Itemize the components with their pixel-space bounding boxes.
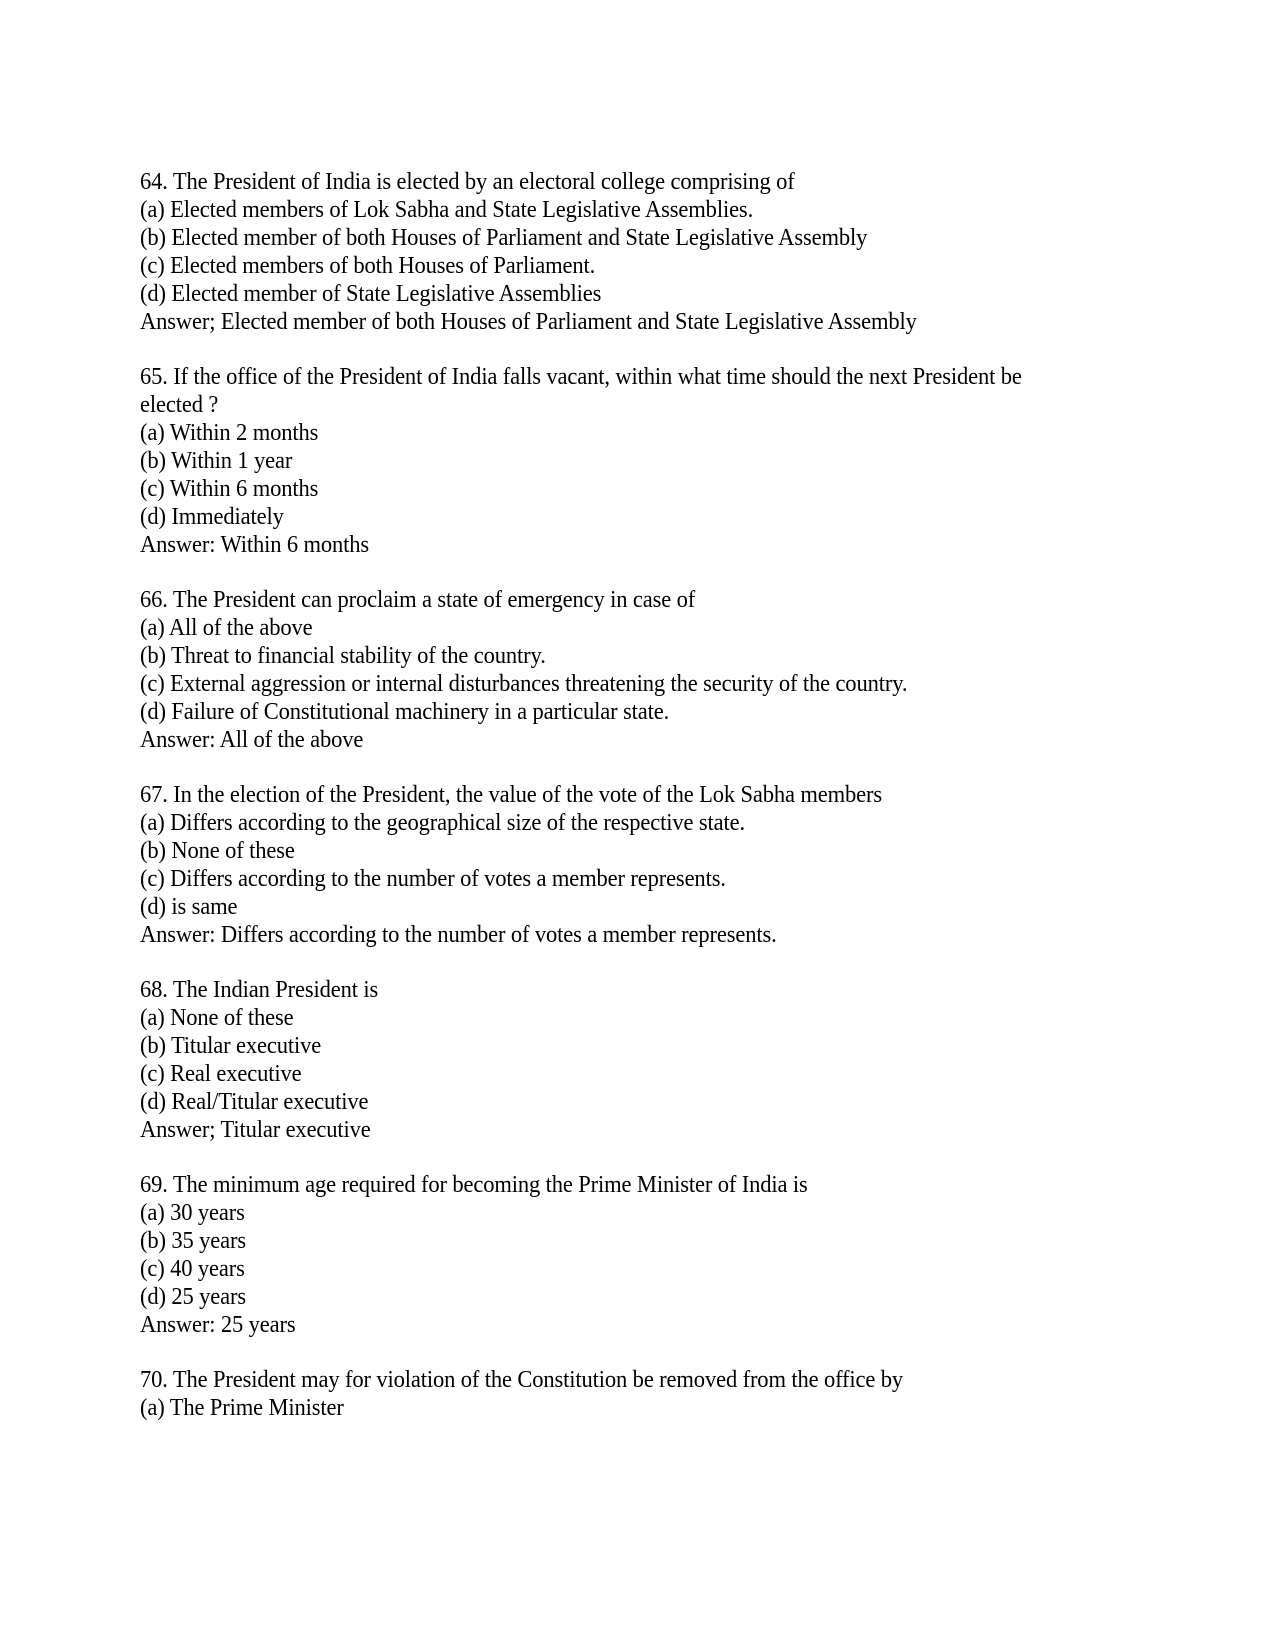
question-stem: 70. The President may for violation of the Constitution be removed from the office by bbox=[140, 1366, 904, 1393]
question-option: (d) Real/Titular executive bbox=[140, 1088, 369, 1115]
question-option: (b) Titular executive bbox=[140, 1032, 322, 1059]
question-option: (a) None of these bbox=[140, 1004, 294, 1031]
question-option: (b) None of these bbox=[140, 837, 295, 864]
question-option: (a) Elected members of Lok Sabha and State Legislative Assemblies. bbox=[140, 196, 754, 223]
question-option: (d) Immediately bbox=[140, 503, 284, 530]
question-block-64 bbox=[140, 168, 1080, 336]
question-option: (b) Elected member of both Houses of Parliament and State Legislative Assembly bbox=[140, 224, 868, 251]
question-answer: Answer: Differs according to the number of votes a member represents. bbox=[140, 921, 777, 948]
question-block-66 bbox=[140, 586, 1080, 754]
question-option: (d) Elected member of State Legislative Assemblies bbox=[140, 280, 602, 307]
question-block-68 bbox=[140, 976, 1080, 1144]
question-option: (c) Differs according to the number of votes a member represents. bbox=[140, 865, 726, 892]
question-option: (b) Within 1 year bbox=[140, 447, 293, 474]
question-option: (d) Failure of Constitutional machinery in a particular state. bbox=[140, 698, 670, 725]
question-stem: 64. The President of India is elected by an electoral college comprising of bbox=[140, 168, 795, 195]
question-option: (c) 40 years bbox=[140, 1255, 245, 1282]
question-stem: 66. The President can proclaim a state of emergency in case of bbox=[140, 586, 696, 613]
question-option: (a) 30 years bbox=[140, 1199, 245, 1226]
question-option: (a) Differs according to the geographical size of the respective state. bbox=[140, 809, 745, 836]
question-option: (b) Threat to financial stability of the country. bbox=[140, 642, 546, 669]
question-answer: Answer; Titular executive bbox=[140, 1116, 371, 1143]
question-answer: Answer; Elected member of both Houses of Parliament and State Legislative Assembly bbox=[140, 308, 917, 335]
question-option: (c) Within 6 months bbox=[140, 475, 319, 502]
question-stem: 68. The Indian President is bbox=[140, 976, 379, 1003]
question-option: (a) All of the above bbox=[140, 614, 313, 641]
question-option: (c) Elected members of both Houses of Parliament. bbox=[140, 252, 596, 279]
question-block-70 bbox=[140, 1366, 1080, 1422]
question-option: (d) is same bbox=[140, 893, 238, 920]
question-block-67 bbox=[140, 781, 1080, 949]
question-stem: 67. In the election of the President, the value of the vote of the Lok Sabha members bbox=[140, 781, 883, 808]
question-option: (b) 35 years bbox=[140, 1227, 247, 1254]
question-stem: 65. If the office of the President of India falls vacant, within what time should the next President be elected ? bbox=[140, 363, 1028, 418]
question-list bbox=[140, 168, 1080, 1422]
question-option: (a) The Prime Minister bbox=[140, 1394, 344, 1421]
question-option: (d) 25 years bbox=[140, 1283, 247, 1310]
question-option: (c) External aggression or internal disturbances threatening the security of the country. bbox=[140, 670, 908, 697]
question-stem: 69. The minimum age required for becoming the Prime Minister of India is bbox=[140, 1171, 808, 1198]
question-answer: Answer: All of the above bbox=[140, 726, 364, 753]
question-answer: Answer: 25 years bbox=[140, 1311, 296, 1338]
question-option: (c) Real executive bbox=[140, 1060, 302, 1087]
question-option: (a) Within 2 months bbox=[140, 419, 319, 446]
question-answer: Answer: Within 6 months bbox=[140, 531, 370, 558]
question-block-65 bbox=[140, 363, 1080, 559]
question-block-69 bbox=[140, 1171, 1080, 1339]
